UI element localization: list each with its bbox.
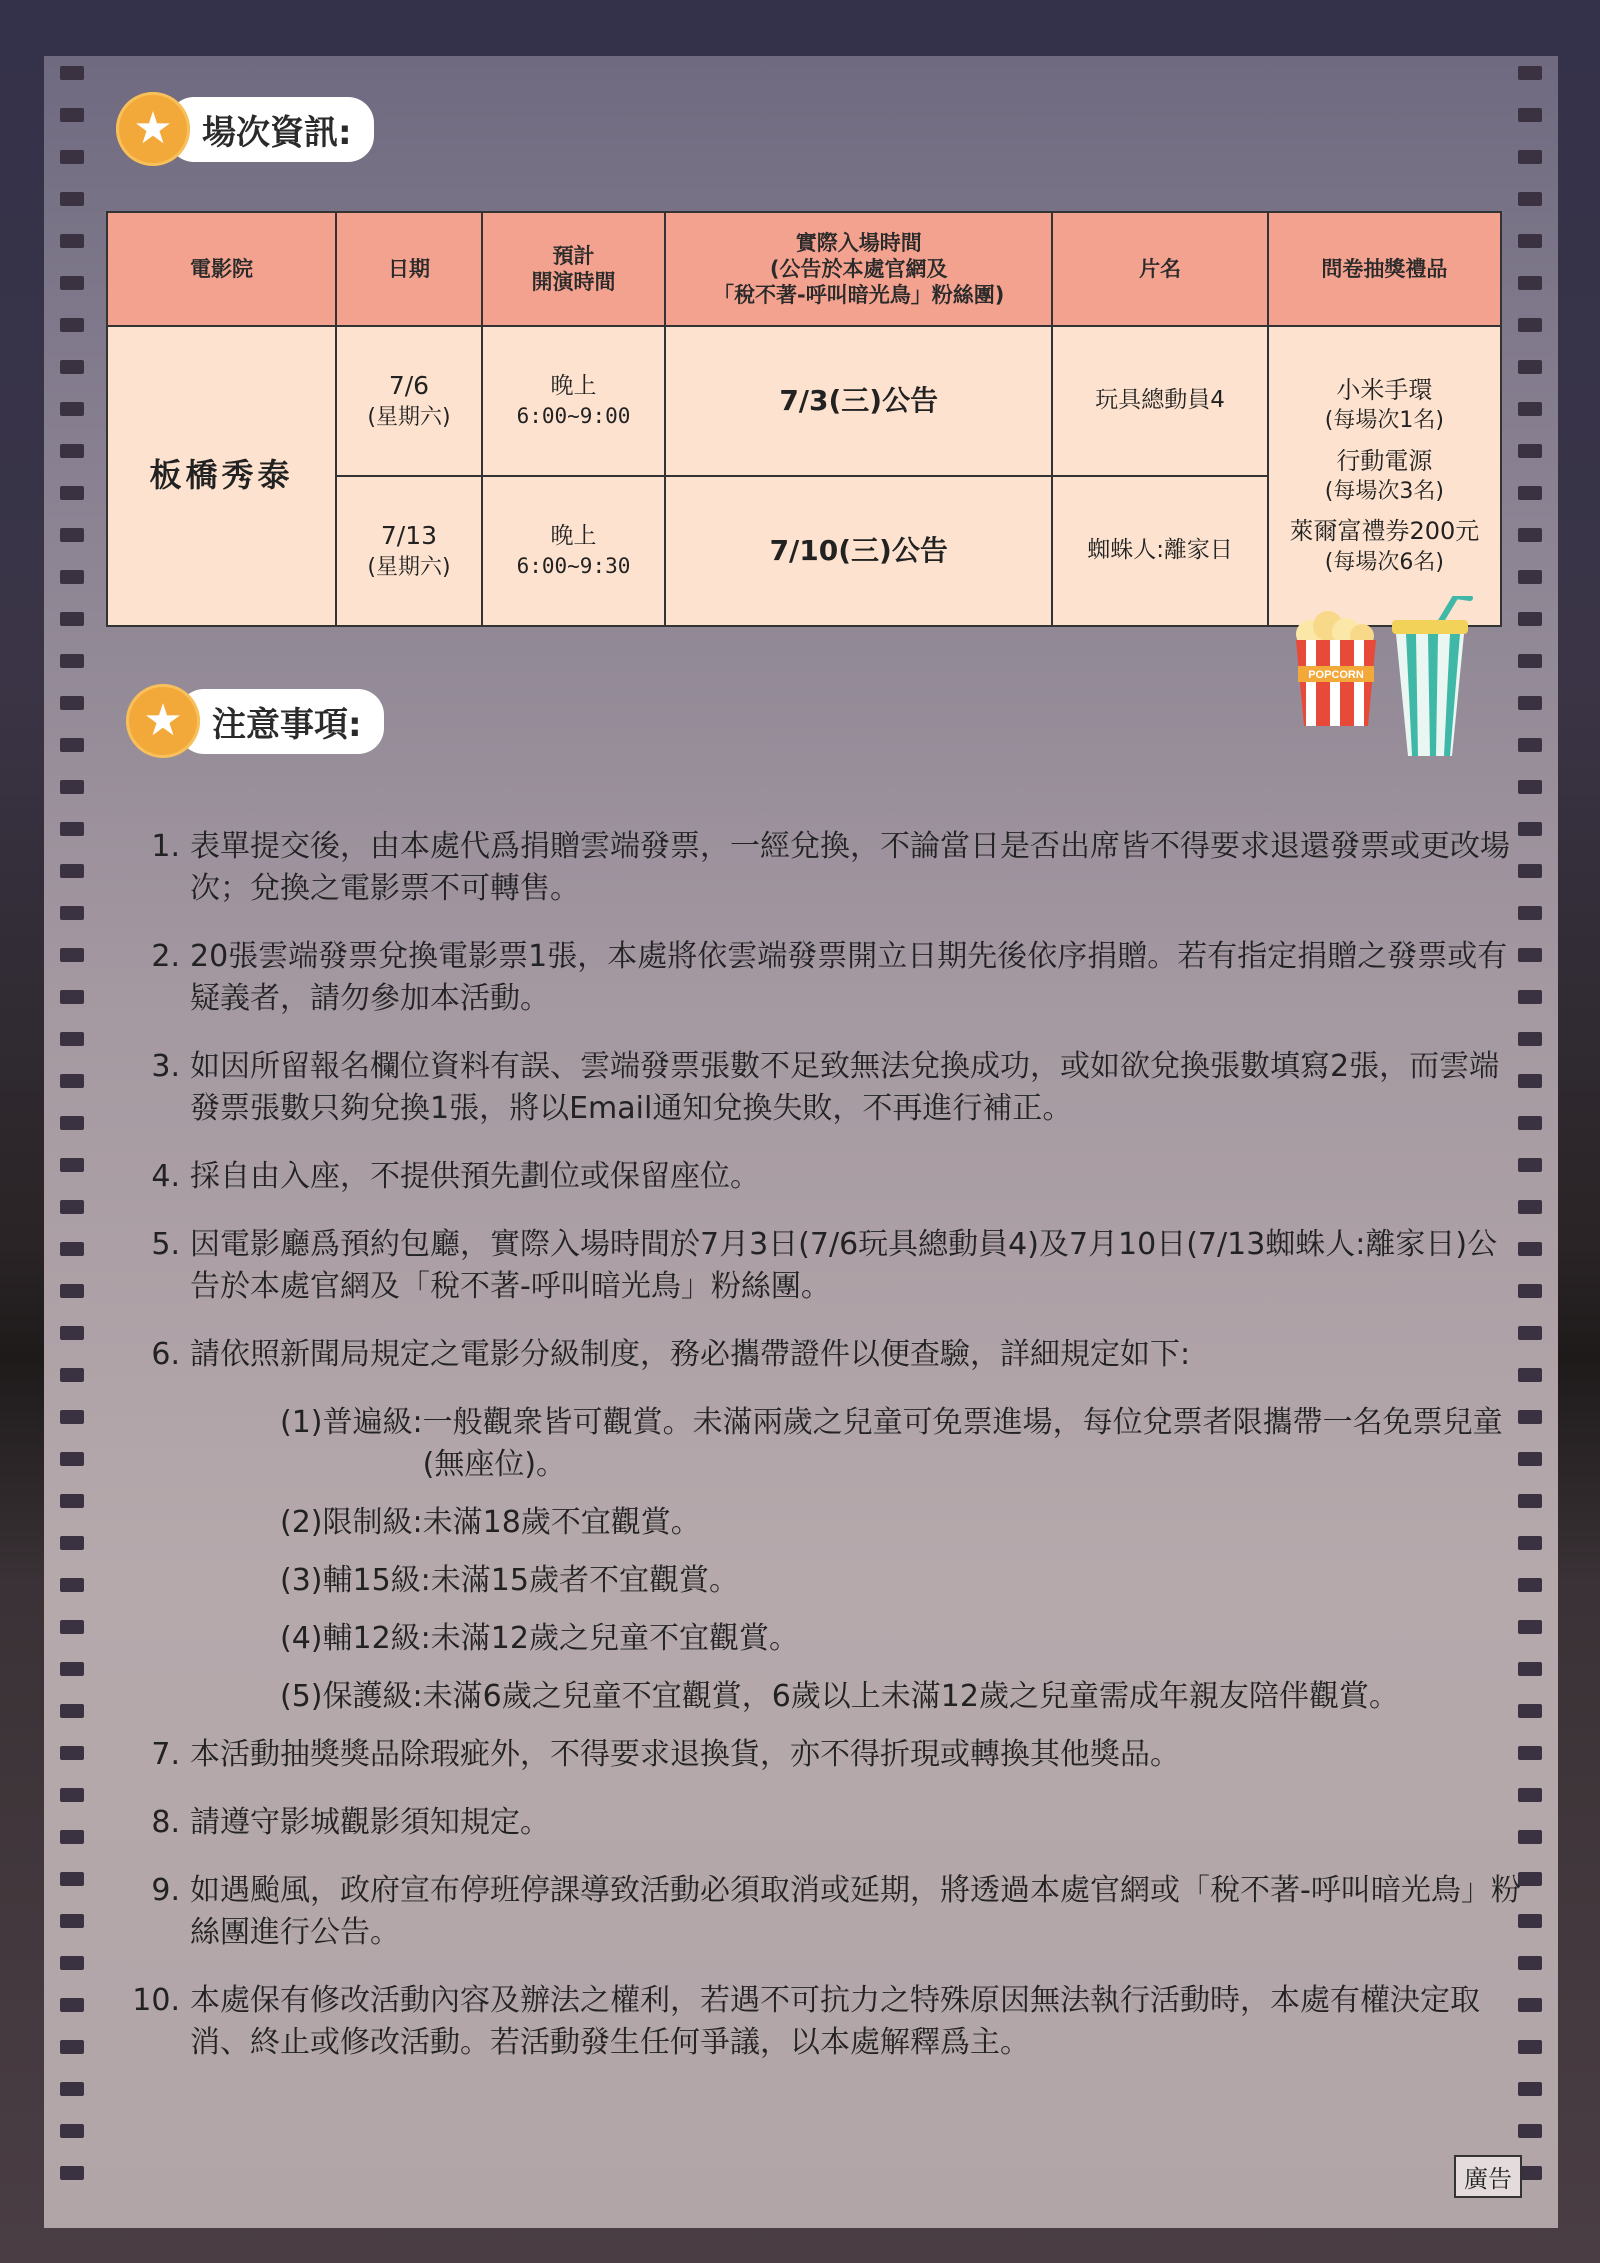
sprocket-hole: [60, 780, 84, 794]
note-text: 請遵守影城觀影須知規定。: [190, 1805, 550, 1840]
rating-text: 未滿18歲不宜觀賞。: [422, 1505, 701, 1540]
announce-cell: 7/3(三)公告: [665, 326, 1052, 476]
notes-list: [104, 826, 1524, 2090]
sprocket-hole: [60, 696, 84, 710]
sprocket-hole: [60, 1746, 84, 1760]
sprocket-hole: [1518, 780, 1542, 794]
note-number: 10.: [132, 1983, 180, 2018]
sprocket-hole: [60, 2166, 84, 2180]
rating-label: (4)輔12級:: [280, 1621, 431, 1656]
showtime-value: 6:00~9:30: [516, 554, 631, 579]
note-number: 9.: [151, 1873, 180, 1908]
weekday-value: (星期六): [367, 405, 451, 431]
popcorn-icon: [1296, 611, 1376, 726]
note-number: 5.: [151, 1227, 180, 1262]
sprocket-hole: [60, 1452, 84, 1466]
prize-name: 小米手環: [1336, 375, 1433, 404]
prize-item: [1273, 446, 1496, 507]
sprocket-hole: [60, 654, 84, 668]
sprocket-hole: [60, 108, 84, 122]
sprocket-hole: [60, 2124, 84, 2138]
rating-item: [280, 1618, 1524, 1660]
sprocket-hole: [60, 486, 84, 500]
sprocket-hole: [1518, 192, 1542, 206]
sprocket-hole: [60, 1284, 84, 1298]
note-text: 如因所留報名欄位資料有誤、雲端發票張數不足致無法兌換成功，或如欲兌換張數填寫2張，而雲端發票張數只夠兌換1張，將以Email通知兌換失敗，不再進行補正。: [190, 1049, 1500, 1126]
rating-label: (3)輔15級:: [280, 1563, 431, 1598]
note-item: [104, 1334, 1524, 1376]
sprocket-hole: [60, 948, 84, 962]
sprocket-hole: [60, 1536, 84, 1550]
prize-qty: (每場次3名): [1324, 478, 1444, 504]
sprocket-hole: [60, 1032, 84, 1046]
sprocket-hole: [60, 1998, 84, 2012]
note-number: 8.: [151, 1805, 180, 1840]
note-item: [104, 1870, 1524, 1954]
schedule-heading: [116, 92, 374, 166]
note-item: [104, 1156, 1524, 1198]
note-number: 6.: [151, 1337, 180, 1372]
prize-qty: (每場次6名): [1324, 549, 1444, 575]
sprocket-hole: [1518, 2124, 1542, 2138]
sprocket-hole: [60, 2082, 84, 2096]
header-date: 日期: [336, 212, 482, 326]
sprocket-hole: [60, 360, 84, 374]
rating-item: [280, 1502, 1524, 1544]
prize-item: [1273, 375, 1496, 436]
showtime-value: 6:00~9:00: [516, 404, 631, 429]
sprocket-hole: [60, 1956, 84, 1970]
announce-cell: 7/10(三)公告: [665, 476, 1052, 626]
rating-text: 未滿6歲之兒童不宜觀賞，6歲以上未滿12歲之兒童需成年親友陪伴觀賞。: [422, 1679, 1399, 1714]
popcorn-drink-icon: [1288, 596, 1478, 766]
sprocket-hole: [60, 1368, 84, 1382]
sprocket-hole: [60, 1704, 84, 1718]
rating-text: 未滿12歲之兒童不宜觀賞。: [430, 1621, 799, 1656]
sprocket-hole: [60, 738, 84, 752]
note-text: 本處保有修改活動內容及辦法之權利，若遇不可抗力之特殊原因無法執行活動時，本處有權決定取消、終止或修改活動。若活動發生任何爭議，以本處解釋爲主。: [190, 1983, 1480, 2060]
date-cell: [336, 476, 482, 626]
notes-heading: [126, 684, 384, 758]
schedule-table: [106, 211, 1502, 627]
note-item: [104, 1734, 1524, 1776]
prize-name: 萊爾富禮券200元: [1289, 517, 1480, 546]
sprocket-hole: [1518, 486, 1542, 500]
sprocket-hole: [60, 1494, 84, 1508]
film-sprocket-left: [60, 66, 84, 2216]
rating-item: [280, 1560, 1524, 1602]
showtime-label: 晚上: [550, 523, 597, 550]
sprocket-hole: [60, 1788, 84, 1802]
sprocket-hole: [1518, 654, 1542, 668]
sprocket-hole: [60, 1830, 84, 1844]
poster: [44, 56, 1558, 2228]
prize-qty: (每場次1名): [1324, 407, 1444, 433]
sprocket-hole: [60, 1410, 84, 1424]
sprocket-hole: [60, 1914, 84, 1928]
sprocket-hole: [60, 1116, 84, 1130]
rating-item: [280, 1676, 1524, 1718]
sprocket-hole: [60, 570, 84, 584]
sprocket-hole: [60, 66, 84, 80]
prize-name: 行動電源: [1336, 446, 1433, 475]
sprocket-hole: [1518, 234, 1542, 248]
sprocket-hole: [60, 1326, 84, 1340]
sprocket-hole: [1518, 738, 1542, 752]
popcorn-label: POPCORN: [1308, 669, 1364, 681]
note-text: 如遇颱風，政府宣布停班停課導致活動必須取消或延期，將透過本處官網或「稅不著-呼叫暗光鳥」粉絲團進行公告。: [190, 1873, 1521, 1950]
sprocket-hole: [1518, 570, 1542, 584]
sprocket-hole: [1518, 66, 1542, 80]
note-text: 採自由入座，不提供預先劃位或保留座位。: [190, 1159, 760, 1194]
star-icon: ★: [116, 92, 190, 166]
note-item: [104, 1802, 1524, 1844]
note-item: [104, 1980, 1524, 2064]
sprocket-hole: [1518, 444, 1542, 458]
note-number: 1.: [151, 829, 180, 864]
sprocket-hole: [60, 192, 84, 206]
schedule-heading-label: 場次資訊:: [168, 97, 374, 162]
sprocket-hole: [60, 990, 84, 1004]
sprocket-hole: [1518, 612, 1542, 626]
note-number: 3.: [151, 1049, 180, 1084]
note-item: [104, 936, 1524, 1020]
note-item: [104, 826, 1524, 910]
sprocket-hole: [60, 234, 84, 248]
film-cell: 蜘蛛人:離家日: [1052, 476, 1267, 626]
header-film: 片名: [1052, 212, 1267, 326]
sprocket-hole: [1518, 528, 1542, 542]
drink-cup-icon: [1392, 596, 1470, 756]
cinema-name: 板橋秀泰: [107, 326, 336, 626]
sprocket-hole: [1518, 402, 1542, 416]
sprocket-hole: [60, 1074, 84, 1088]
note-number: 4.: [151, 1159, 180, 1194]
note-text: 請依照新聞局規定之電影分級制度，務必攜帶證件以便查驗，詳細規定如下:: [190, 1337, 1191, 1372]
date-cell: [336, 326, 482, 476]
note-text: 表單提交後，由本處代爲捐贈雲端發票，一經兌換，不論當日是否出席皆不得要求退還發票或更改場次；兌換之電影票不可轉售。: [190, 829, 1510, 906]
sprocket-hole: [60, 2040, 84, 2054]
date-value: 7/13: [380, 521, 438, 551]
sprocket-hole: [60, 612, 84, 626]
showtime-cell: [482, 326, 665, 476]
header-entry-time: 實際入場時間 (公告於本處官網及 「稅不著-呼叫暗光鳥」粉絲團): [665, 212, 1052, 326]
header-showtime: 預計 開演時間: [482, 212, 665, 326]
ad-tag: 廣告: [1454, 2155, 1522, 2198]
note-item: [104, 1046, 1524, 1130]
sprocket-hole: [60, 1242, 84, 1256]
table-header-row: [107, 212, 1501, 326]
prize-cell: [1268, 326, 1501, 626]
rating-item: [280, 1402, 1524, 1486]
note-number: 7.: [151, 1737, 180, 1772]
sprocket-hole: [60, 864, 84, 878]
sprocket-hole: [60, 1662, 84, 1676]
showtime-cell: [482, 476, 665, 626]
sprocket-hole: [60, 1872, 84, 1886]
rating-label: (5)保護級:: [280, 1679, 423, 1714]
rating-label: (2)限制級:: [280, 1505, 423, 1540]
sprocket-hole: [1518, 108, 1542, 122]
sprocket-hole: [60, 402, 84, 416]
note-number: 2.: [151, 939, 180, 974]
note-text: 20張雲端發票兌換電影票1張，本處將依雲端發票開立日期先後依序捐贈。若有指定捐贈之發票或有疑義者，請勿參加本活動。: [190, 939, 1508, 1016]
sprocket-hole: [60, 528, 84, 542]
notes-heading-label: 注意事項:: [178, 689, 384, 754]
date-value: 7/6: [388, 371, 430, 401]
header-prize: 問卷抽獎禮品: [1268, 212, 1501, 326]
note-text: 因電影廳爲預約包廳，實際入場時間於7月3日(7/6玩具總動員4)及7月10日(7/13蜘蛛人:離家日)公告於本處官網及「稅不著-呼叫暗光鳥」粉絲團。: [190, 1227, 1498, 1304]
sprocket-hole: [1518, 276, 1542, 290]
note-item: [104, 1224, 1524, 1308]
sprocket-hole: [1518, 696, 1542, 710]
sprocket-hole: [60, 1620, 84, 1634]
sprocket-hole: [60, 822, 84, 836]
table-row: [107, 326, 1501, 476]
star-icon: ★: [126, 684, 200, 758]
header-cinema: 電影院: [107, 212, 336, 326]
sprocket-hole: [60, 1200, 84, 1214]
note-text: 本活動抽獎獎品除瑕疵外，不得要求退換貨，亦不得折現或轉換其他獎品。: [190, 1737, 1180, 1772]
sprocket-hole: [60, 318, 84, 332]
sprocket-hole: [60, 1578, 84, 1592]
rating-text: 一般觀衆皆可觀賞。未滿兩歲之兒童可免票進場，每位兌票者限攜帶一名免票兒童(無座位)。: [422, 1405, 1503, 1482]
sprocket-hole: [1518, 318, 1542, 332]
sprocket-hole: [60, 1158, 84, 1172]
rating-text: 未滿15歲者不宜觀賞。: [430, 1563, 739, 1598]
sprocket-hole: [60, 150, 84, 164]
film-cell: 玩具總動員4: [1052, 326, 1267, 476]
sprocket-hole: [60, 276, 84, 290]
sprocket-hole: [60, 906, 84, 920]
prize-item: [1273, 516, 1496, 577]
sprocket-hole: [1518, 150, 1542, 164]
rating-label: (1)普遍級:: [280, 1405, 423, 1440]
sprocket-hole: [60, 444, 84, 458]
sprocket-hole: [1518, 360, 1542, 374]
weekday-value: (星期六): [367, 555, 451, 581]
showtime-label: 晚上: [550, 373, 597, 400]
